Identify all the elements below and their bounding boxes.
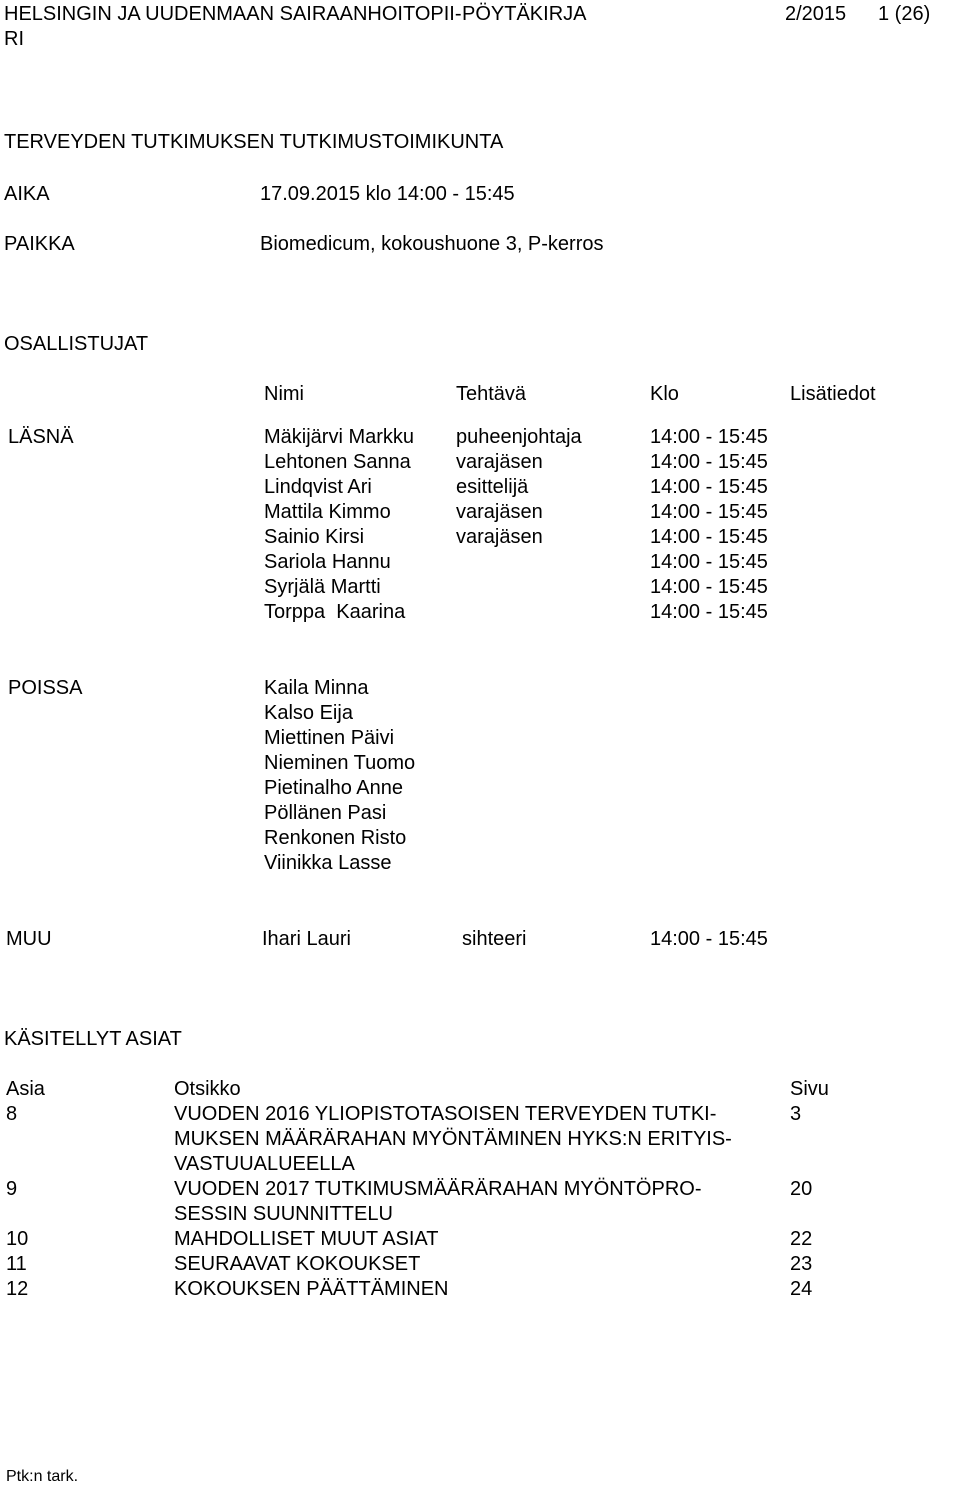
committee-name: TERVEYDEN TUTKIMUKSEN TUTKIMUSTOIMIKUNTA bbox=[4, 131, 504, 153]
participant-row bbox=[0, 550, 960, 575]
agenda-item-number: 11 bbox=[6, 1253, 27, 1275]
agenda-item-page: 22 bbox=[790, 1228, 813, 1250]
participant-name: Torppa Kaarina bbox=[264, 601, 406, 623]
participant-row bbox=[0, 450, 960, 475]
time-label: AIKA bbox=[4, 183, 50, 205]
agenda-item-number: 8 bbox=[6, 1103, 18, 1125]
page-number: 1 (26) bbox=[878, 3, 931, 25]
column-header-time: Klo bbox=[650, 383, 679, 405]
participant-name: Sariola Hannu bbox=[264, 551, 391, 573]
document-number: 2/2015 bbox=[785, 3, 847, 25]
agenda-item-number: 10 bbox=[6, 1228, 29, 1250]
agenda-item-page: 23 bbox=[790, 1253, 813, 1275]
other-time: 14:00 - 15:45 bbox=[650, 928, 768, 950]
participant-name: Mäkijärvi Markku bbox=[264, 426, 415, 448]
absent-label: POISSA bbox=[8, 677, 83, 699]
absent-name: Nieminen Tuomo bbox=[264, 752, 416, 774]
agenda-item-title-line: SESSIN SUUNNITTELU bbox=[174, 1203, 393, 1225]
participant-time: 14:00 - 15:45 bbox=[650, 576, 768, 598]
participant-role: esittelijä bbox=[456, 476, 529, 498]
place-value: Biomedicum, kokoushuone 3, P-kerros bbox=[260, 233, 604, 255]
absent-name: Viinikka Lasse bbox=[264, 852, 392, 874]
column-header-name: Nimi bbox=[264, 383, 304, 405]
agenda-item bbox=[0, 1227, 960, 1252]
present-label: LÄSNÄ bbox=[8, 426, 74, 448]
document-type: PÖYTÄKIRJA bbox=[462, 3, 587, 25]
participant-time: 14:00 - 15:45 bbox=[650, 451, 768, 473]
participant-time: 14:00 - 15:45 bbox=[650, 426, 768, 448]
participant-row bbox=[0, 600, 960, 625]
participant-row bbox=[0, 575, 960, 600]
agenda-item-title-line: SEURAAVAT KOKOUKSET bbox=[174, 1253, 421, 1275]
agenda-item bbox=[0, 1102, 960, 1177]
participant-time: 14:00 - 15:45 bbox=[650, 526, 768, 548]
column-header-page: Sivu bbox=[790, 1078, 829, 1100]
absent-name: Pietinalho Anne bbox=[264, 777, 404, 799]
agenda-item-title-line: VUODEN 2016 YLIOPISTOTASOISEN TERVEYDEN TUTKI- bbox=[174, 1103, 717, 1125]
agenda-item-title-line: VUODEN 2017 TUTKIMUSMÄÄRÄRAHAN MYÖNTÖPRO- bbox=[174, 1178, 702, 1200]
place-label: PAIKKA bbox=[4, 233, 75, 255]
participant-name: Syrjälä Martti bbox=[264, 576, 381, 598]
participants-heading: OSALLISTUJAT bbox=[4, 333, 149, 355]
participant-time: 14:00 - 15:45 bbox=[650, 501, 768, 523]
agenda-item-number: 12 bbox=[6, 1278, 29, 1300]
agenda-item-title-line: MUKSEN MÄÄRÄRAHAN MYÖNTÄMINEN HYKS:N ERITYIS- bbox=[174, 1128, 732, 1150]
agenda-item bbox=[0, 1277, 960, 1302]
agenda-header-row bbox=[0, 1077, 960, 1102]
participant-row bbox=[0, 525, 960, 550]
organization-name-line1: HELSINGIN JA UUDENMAAN SAIRAANHOITOPII- bbox=[4, 3, 462, 25]
agenda-item bbox=[0, 1252, 960, 1277]
participant-role: varajäsen bbox=[456, 526, 543, 548]
absent-name: Kalso Eija bbox=[264, 702, 353, 724]
other-role: sihteeri bbox=[462, 928, 527, 950]
participant-time: 14:00 - 15:45 bbox=[650, 551, 768, 573]
other-participant-row bbox=[0, 927, 960, 952]
column-header-notes: Lisätiedot bbox=[790, 383, 876, 405]
column-header-role: Tehtävä bbox=[456, 383, 527, 405]
participant-name: Lehtonen Sanna bbox=[264, 451, 411, 473]
participant-name: Sainio Kirsi bbox=[264, 526, 365, 548]
participant-role: varajäsen bbox=[456, 501, 543, 523]
participants-header-row bbox=[0, 382, 960, 407]
participant-row bbox=[0, 500, 960, 525]
participant-row bbox=[0, 425, 960, 450]
other-name: Ihari Lauri bbox=[262, 928, 351, 950]
agenda-item-title-line: KOKOUKSEN PÄÄTTÄMINEN bbox=[174, 1278, 449, 1300]
participant-role: varajäsen bbox=[456, 451, 543, 473]
participant-name: Lindqvist Ari bbox=[264, 476, 372, 498]
agenda-item-title-line: VASTUUALUEELLA bbox=[174, 1153, 355, 1175]
absent-name: Pöllänen Pasi bbox=[264, 802, 387, 824]
agenda-item-page: 24 bbox=[790, 1278, 813, 1300]
agenda-item-title-line: MAHDOLLISET MUUT ASIAT bbox=[174, 1228, 439, 1250]
participant-time: 14:00 - 15:45 bbox=[650, 476, 768, 498]
agenda-heading: KÄSITELLYT ASIAT bbox=[4, 1028, 182, 1050]
organization-name-line2: RI bbox=[4, 28, 24, 50]
column-header-title: Otsikko bbox=[174, 1078, 241, 1100]
absent-name: Renkonen Risto bbox=[264, 827, 407, 849]
agenda-item-number: 9 bbox=[6, 1178, 18, 1200]
absent-name: Kaila Minna bbox=[264, 677, 369, 699]
agenda-item-page: 3 bbox=[790, 1103, 802, 1125]
absent-name: Miettinen Päivi bbox=[264, 727, 395, 749]
agenda-item-page: 20 bbox=[790, 1178, 813, 1200]
footer-minutes-checker: Ptk:n tark. bbox=[6, 1468, 79, 1485]
participant-time: 14:00 - 15:45 bbox=[650, 601, 768, 623]
participant-role: puheenjohtaja bbox=[456, 426, 582, 448]
agenda-item bbox=[0, 1177, 960, 1227]
participant-row bbox=[0, 475, 960, 500]
other-label: MUU bbox=[6, 928, 52, 950]
time-value: 17.09.2015 klo 14:00 - 15:45 bbox=[260, 183, 515, 205]
column-header-item: Asia bbox=[6, 1078, 45, 1100]
participant-name: Mattila Kimmo bbox=[264, 501, 391, 523]
